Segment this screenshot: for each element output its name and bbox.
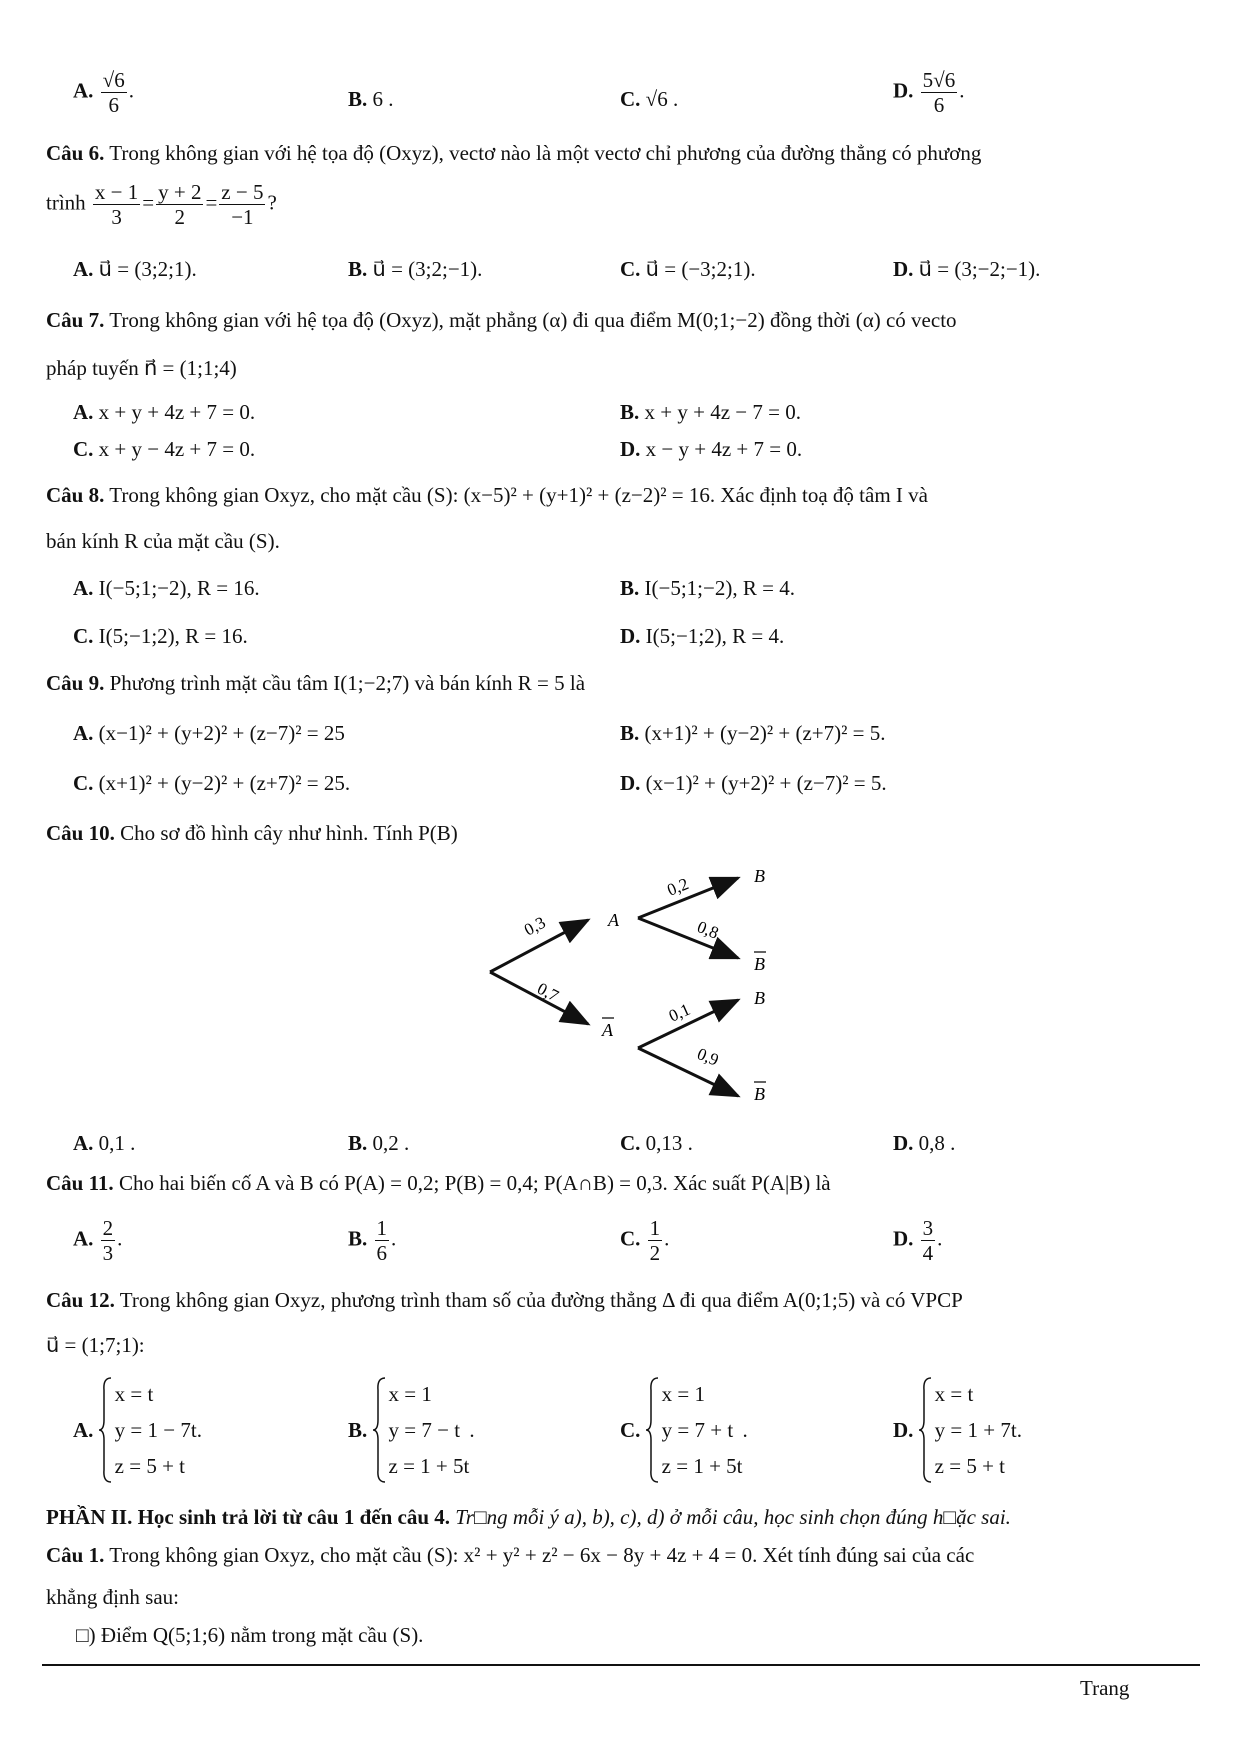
part2-q1-item-a: □) Điểm Q(5;1;6) nằm trong mặt cầu (S). — [76, 1623, 424, 1647]
q12-option-d: D. x = t y = 1 + 7t z = 5 + t . — [893, 1376, 1022, 1484]
brace-icon — [99, 1376, 113, 1484]
probability-tree-diagram — [470, 860, 800, 1120]
q12-stem-line1: Câu 12. Trong không gian Oxyz, phương trình tham số của đường thẳng Δ đi qua điểm A(0;1;5) và có VPCP — [46, 1288, 963, 1312]
q11-option-a: A. $\frac{2}{3}$ . — [73, 1216, 123, 1265]
prob-B-given-notA: 0,1 — [665, 999, 694, 1026]
q12-option-c: C. x = 1 y = 7 + t z = 1 + 5t . — [620, 1376, 748, 1484]
q8-stem-line2: bán kính R của mặt cầu (S). — [46, 529, 280, 553]
q10-option-a: A. 0,1 . — [73, 1131, 136, 1155]
q7-stem-line2: pháp tuyến n⃗ = (1;1;4) — [46, 356, 237, 380]
q8-option-b: B. I(−5;1;−2), R = 4. — [620, 576, 795, 600]
footer-divider — [42, 1664, 1200, 1666]
brace-icon — [373, 1376, 387, 1484]
part2-q1-line2: khẳng định sau: — [46, 1585, 179, 1609]
node-A: A — [608, 910, 619, 930]
q7-stem-line1: Câu 7. Trong không gian với hệ tọa độ (Oxyz), mặt phẳng (α) đi qua điểm M(0;1;−2) đồng thời (α) có vecto — [46, 308, 957, 332]
q7-option-c: C. x + y − 4z + 7 = 0. — [73, 437, 256, 461]
q11-stem: Câu 11. Cho hai biến cố A và B có P(A) = 0,2; P(B) = 0,4; P(A∩B) = 0,3. Xác suất P(A|B) là — [46, 1171, 831, 1195]
q7-option-a: A. x + y + 4z + 7 = 0. — [73, 400, 256, 424]
q6-stem-line1: Câu 6. Trong không gian với hệ tọa độ (Oxyz), vectơ nào là một vectơ chỉ phương của đường thẳng có phương — [46, 141, 982, 165]
q6-option-d: D. u⃗ = (3;−2;−1). — [893, 257, 1041, 281]
q8-option-a: A. I(−5;1;−2), R = 16. — [73, 576, 260, 600]
q10-option-d: D. 0,8 . — [893, 1131, 956, 1155]
node-notB-upper: B — [754, 954, 765, 974]
q6-option-a: A. u⃗ = (3;2;1). — [73, 257, 197, 281]
branch-A-to-notB — [638, 918, 738, 958]
node-B-lower: B — [754, 988, 765, 1008]
prob-notB-given-notA: 0,9 — [694, 1044, 722, 1070]
q8-option-d: D. I(5;−1;2), R = 4. — [620, 624, 785, 648]
part2-heading: PHẦN II. Học sinh trả lời từ câu 1 đến câu 4. Tr□ng mỗi ý a), b), c), d) ở mỗi câu, học sinh chọn đúng h□ặc sai. — [46, 1505, 1011, 1529]
node-notA: A — [602, 1020, 613, 1040]
q11-option-c: C. $\frac{1}{2}$ . — [620, 1216, 670, 1265]
brace-icon — [646, 1376, 660, 1484]
q5-option-d: D. $\frac{5√6}{6}$ . — [893, 68, 965, 117]
brace-icon — [919, 1376, 933, 1484]
q5-option-a: A. $\frac{√6}{6}$ . — [73, 68, 134, 117]
q9-option-d: D. (x−1)² + (y+2)² + (z−7)² = 5. — [620, 771, 887, 795]
prob-B-given-A: 0,2 — [664, 874, 692, 900]
q6-stem-line2: trình $\frac{x - 1}{3}$ = $\frac{y + 2}{2}$ = $\frac{z - 5}{-1}$ ? — [46, 180, 277, 229]
q8-stem-line1: Câu 8. Trong không gian Oxyz, cho mặt cầu (S): (x−5)² + (y+1)² + (z−2)² = 16. Xác định toạ độ tâm I và — [46, 483, 928, 507]
branch-notA-to-notB — [638, 1048, 738, 1096]
q7-option-d: D. x − y + 4z + 7 = 0. — [620, 437, 803, 461]
q6-option-c: C. u⃗ = (−3;2;1). — [620, 257, 756, 281]
node-notB-lower: B — [754, 1084, 765, 1104]
q9-option-a: A. (x−1)² + (y+2)² + (z−7)² = 25 — [73, 721, 345, 745]
q9-option-c: C. (x+1)² + (y−2)² + (z+7)² = 25. — [73, 771, 351, 795]
q10-option-c: C. 0,13 . — [620, 1131, 693, 1155]
q11-option-b: B. $\frac{1}{6}$ . — [348, 1216, 397, 1265]
part2-q1-line1: Câu 1. Trong không gian Oxyz, cho mặt cầu (S): x² + y² + z² − 6x − 8y + 4z + 4 = 0. Xét tính đúng sai của các — [46, 1543, 975, 1567]
q6-option-b: B. u⃗ = (3;2;−1). — [348, 257, 483, 281]
node-B-upper: B — [754, 866, 765, 886]
q12-option-a: A. x = t y = 1 − 7t z = 5 + t . — [73, 1376, 202, 1484]
q11-option-d: D. $\frac{3}{4}$ . — [893, 1216, 943, 1265]
q9-option-b: B. (x+1)² + (y−2)² + (z+7)² = 5. — [620, 721, 886, 745]
prob-A: 0,3 — [520, 912, 549, 940]
q5-option-b: B. 6 . — [348, 87, 394, 111]
q12-stem-line2: u⃗ = (1;7;1): — [46, 1333, 145, 1357]
q12-option-b: B. x = 1 y = 7 − t z = 1 + 5t . — [348, 1376, 475, 1484]
prob-notB-given-A: 0,8 — [694, 917, 722, 943]
q10-option-b: B. 0,2 . — [348, 1131, 410, 1155]
q7-option-b: B. x + y + 4z − 7 = 0. — [620, 400, 801, 424]
q10-stem: Câu 10. Cho sơ đồ hình cây như hình. Tính P(B) — [46, 821, 458, 845]
page-label: Trang — [1080, 1676, 1130, 1700]
q9-stem: Câu 9. Phương trình mặt cầu tâm I(1;−2;7) và bán kính R = 5 là — [46, 671, 586, 695]
q8-option-c: C. I(5;−1;2), R = 16. — [73, 624, 248, 648]
q5-option-c: C. √6 . — [620, 87, 679, 111]
prob-notA: 0,7 — [534, 978, 562, 1006]
